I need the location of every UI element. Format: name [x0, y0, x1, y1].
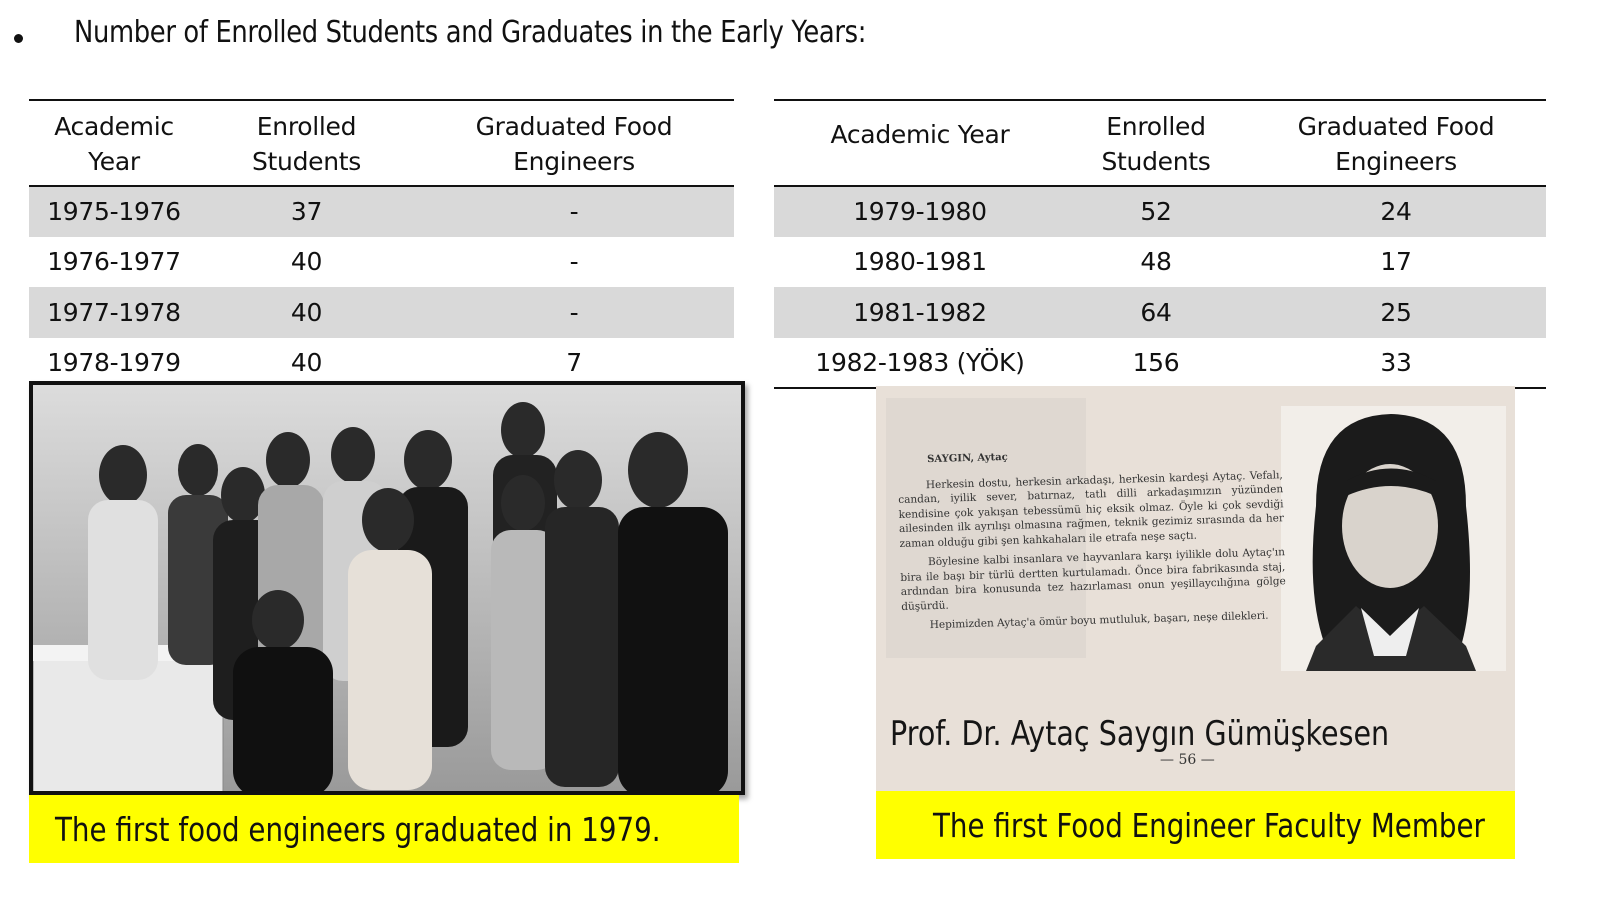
cell-year: 1980-1981 [853, 247, 987, 277]
header-enrolled-students: Enrolled Students [199, 100, 414, 186]
header-enrolled-students: Enrolled Students [1066, 100, 1246, 186]
header-graduated-engineers: Graduated Food Engineers [1246, 100, 1546, 186]
clipping-page-number: — 56 — [1160, 752, 1215, 768]
cell-graduated: 25 [1246, 287, 1546, 338]
cell-enrolled: 52 [1066, 186, 1246, 237]
table-row [774, 237, 1546, 288]
cell-enrolled: 156 [1066, 338, 1246, 389]
cell-enrolled: 48 [1140, 247, 1172, 277]
header-graduated-engineers: Graduated Food Engineers [414, 100, 734, 186]
cell-enrolled: 64 [1066, 287, 1246, 338]
bullet-icon [14, 34, 23, 43]
table-header-row [774, 100, 1546, 186]
table-row [774, 338, 1546, 389]
caption-left-text: The first food engineers graduated in 1979. [55, 809, 661, 849]
cell-year: 1977-1978 [29, 287, 199, 338]
cell-enrolled: 40 [290, 247, 323, 277]
cell-year: 1979-1980 [774, 186, 1066, 237]
enrollment-table-left [29, 99, 734, 388]
cell-graduated: 24 [1246, 186, 1546, 237]
cell-year: 1976-1977 [47, 247, 181, 277]
caption-right-text: The first Food Engineer Faculty Member [933, 805, 1485, 845]
cell-enrolled: 40 [290, 348, 323, 378]
cell-graduated: - [414, 287, 734, 338]
cell-year: 1981-1982 [774, 287, 1066, 338]
caption-left [29, 795, 739, 863]
heading-bullet-line [10, 12, 23, 56]
cell-enrolled: 37 [199, 186, 414, 237]
table-row [774, 287, 1546, 338]
cell-graduated: 7 [566, 348, 582, 378]
cell-year: 1982-1983 (YÖK) [774, 338, 1066, 389]
cell-year: 1978-1979 [47, 348, 181, 378]
cell-graduated: - [569, 247, 579, 277]
clipping-paragraph: Hepimizden Aytaç'a ömür boyu mutluluk, başarı, neşe dilekleri. [929, 609, 1269, 632]
clipping-paragraph: Böylesine kalbi insanlara ve hayvanlara karşı iyilikle dolu Aytaç'ın bira ile başı bir türlü dertten kurtulamadı. Önce bira fabrikasında staj, ardından bira konusunda tez hazırlaması onun yeşillaycılığına gölge düşürdü. [900, 546, 1286, 613]
cell-graduated: - [414, 186, 734, 237]
table-row [774, 186, 1546, 237]
portrait-name-label: Prof. Dr. Aytaç Saygın Gümüşkesen [890, 714, 1390, 754]
cell-enrolled: 40 [199, 287, 414, 338]
clipping-title: SAYGIN, Aytaç [927, 451, 1008, 466]
group-photo-illustration [33, 385, 741, 791]
yearbook-text [897, 443, 1287, 638]
cell-year: 1975-1976 [29, 186, 199, 237]
header-academic-year: Academic Year [774, 100, 1066, 186]
header-academic-year: Academic Year [29, 100, 199, 186]
table-row [29, 186, 734, 237]
table-header-row [29, 100, 734, 186]
graduates-group-photo [29, 381, 745, 795]
cell-graduated: 17 [1380, 247, 1412, 277]
enrollment-table-right [774, 99, 1546, 389]
caption-right [876, 791, 1515, 859]
cell-graduated: 33 [1246, 338, 1546, 389]
clipping-paragraph: Herkesin dostu, herkesin arkadaşı, herkesin kardeşi Aytaç. Vefalı, candan, iyilik sever, batırnaz, tatlı dilli arkadaşımızın yüzünden kendisine çok yakışan tebessümü hiç eksik olmaz. Öyle ki çok sevdiği ailesinden ilk ayrılışı olmasına rağmen, teknik gezimiz sırasında da her zaman olduğu gibi şen kahkahaları ile etrafa neşe saçtı. [898, 468, 1285, 550]
slide-title: Number of Enrolled Students and Graduates in the Early Years: [74, 15, 867, 50]
table-row [29, 237, 734, 288]
table-row [29, 287, 734, 338]
